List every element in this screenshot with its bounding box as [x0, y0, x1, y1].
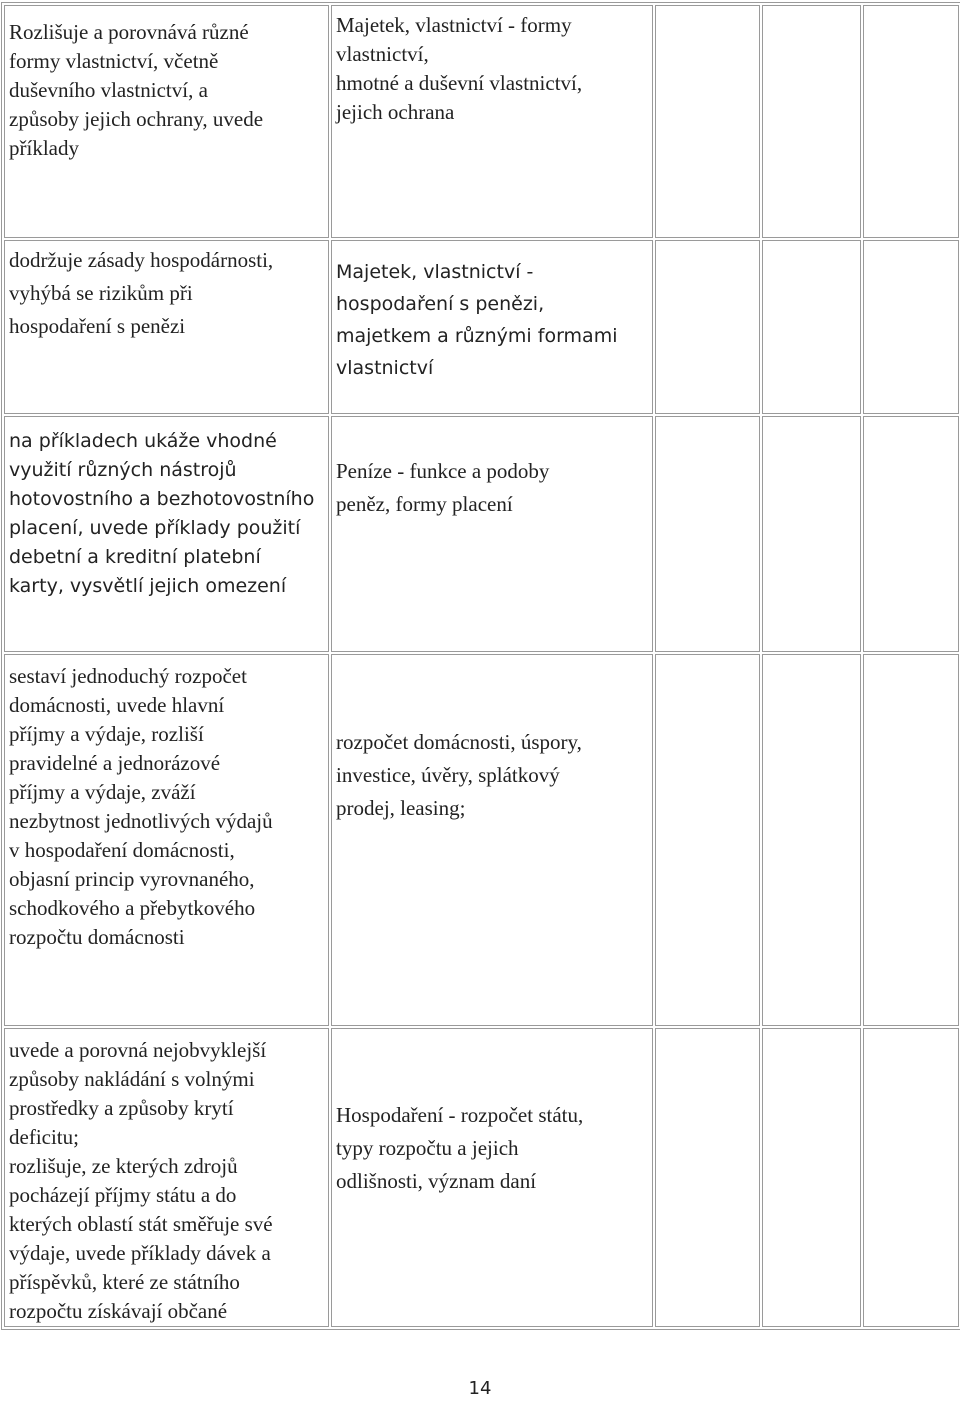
table-row [4, 1028, 959, 1327]
empty-cell [863, 654, 959, 1026]
empty-cell [655, 416, 760, 652]
empty-cell [655, 1028, 760, 1327]
outcome-text: dodržuje zásady hospodárnosti, vyhýbá se rizikům při hospodaření s penězi [9, 248, 274, 338]
outcome-cell [4, 5, 329, 238]
empty-cell [863, 416, 959, 652]
topic-cell [331, 416, 653, 652]
empty-cell [655, 654, 760, 1026]
topic-text: Majetek, vlastnictví - hospodaření s penězi, majetkem a různými formami vlastnictví [336, 261, 618, 379]
empty-cell [655, 5, 760, 238]
topic-text: Peníze - funkce a podoby peněz, formy placení [336, 459, 550, 516]
table-row [4, 654, 959, 1026]
empty-cell [655, 240, 760, 414]
table-row [4, 5, 959, 238]
outcome-cell [4, 240, 329, 414]
table-row [4, 416, 959, 652]
curriculum-table [1, 2, 960, 1330]
outcome-text: na příkladech ukáže vhodné využití různých nástrojů hotovostního a bezhotovostního placení, uvede příklady použití debetní a kreditní platební karty, vysvětlí jejich omezení [9, 430, 315, 597]
topic-text: rozpočet domácnosti, úspory, investice, úvěry, splátkový prodej, leasing; [336, 730, 582, 820]
topic-cell [331, 654, 653, 1026]
topic-cell [331, 5, 653, 238]
outcome-text: sestaví jednoduchý rozpočet domácnosti, uvede hlavní příjmy a výdaje, rozliší pravidelné a jednorázové příjmy a výdaje, zváží nezbytnost jednotlivých výdajů v hospodaření domácnosti, objasní princip vyrovnaného, schodkového a přebytkového rozpočtu domácnosti [9, 664, 273, 949]
topic-cell [331, 1028, 653, 1327]
outcome-cell [4, 1028, 329, 1327]
empty-cell [863, 1028, 959, 1327]
empty-cell [863, 5, 959, 238]
empty-cell [762, 654, 861, 1026]
empty-cell [762, 416, 861, 652]
table-row [4, 240, 959, 414]
empty-cell [762, 5, 861, 238]
outcome-cell [4, 416, 329, 652]
topic-text: Hospodaření - rozpočet státu, typy rozpočtu a jejich odlišnosti, význam daní [336, 1103, 584, 1193]
topic-cell [331, 240, 653, 414]
page-number: 14 [468, 1378, 492, 1399]
empty-cell [762, 1028, 861, 1327]
empty-cell [762, 240, 861, 414]
outcome-cell [4, 654, 329, 1026]
outcome-text: Rozlišuje a porovnává různé formy vlastnictví, včetně duševního vlastnictví, a způsoby jejich ochrany, uvede příklady [9, 20, 264, 160]
empty-cell [863, 240, 959, 414]
outcome-text: uvede a porovná nejobvyklejší způsoby nakládání s volnými prostředky a způsoby krytí deficitu; rozlišuje, ze kterých zdrojů pocházejí příjmy státu a do kterých oblastí stát směřuje své výdaje, uvede příklady dávek a příspěvků, které ze státního rozpočtu získávají občané [9, 1038, 273, 1323]
topic-text: Majetek, vlastnictví - formy vlastnictví, hmotné a duševní vlastnictví, jejich ochrana [336, 13, 583, 124]
